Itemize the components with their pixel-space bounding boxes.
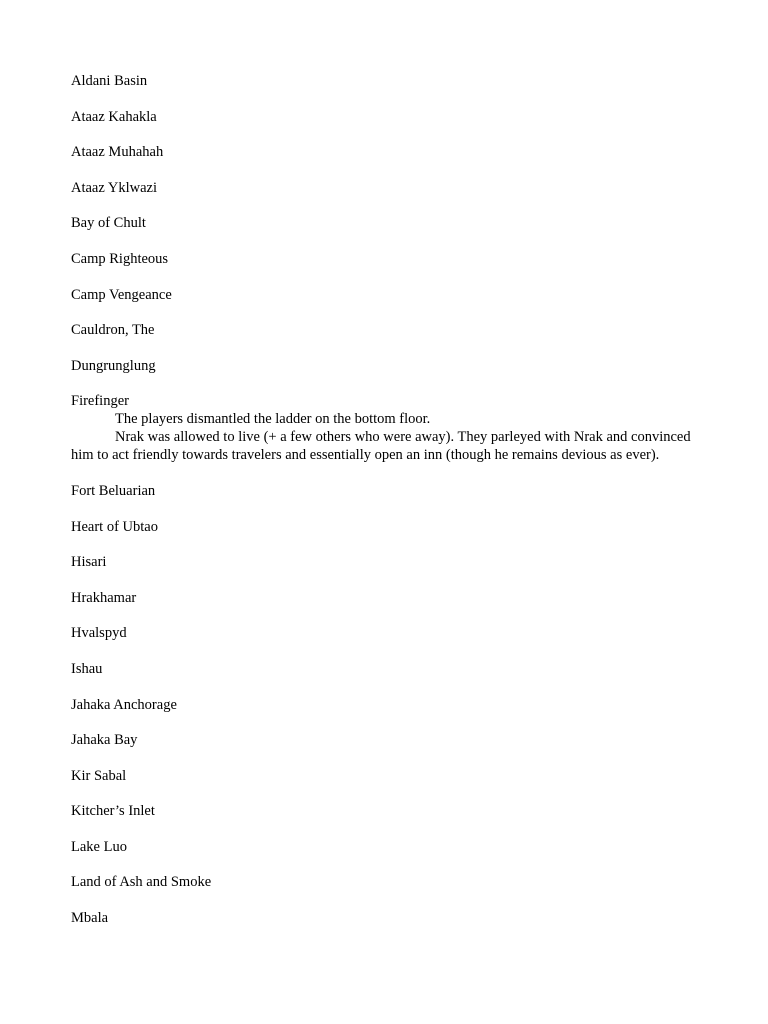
document-page — [71, 72, 696, 945]
entry-bay-of-chult: Bay of Chult — [71, 215, 146, 232]
entry-lake-luo: Lake Luo — [71, 838, 127, 855]
entry-ataaz-kahakla: Ataaz Kahakla — [71, 108, 157, 125]
entry-kir-sabal: Kir Sabal — [71, 767, 127, 784]
entry-land-of-ash-and-smoke: Land of Ash and Smoke — [71, 874, 212, 891]
firefinger-note-nrak: Nrak was allowed to live (+ a few others who were away). They parleyed with Nrak and convinced him to act friendly towards travelers and essentially open an inn (though he remains devious as ever). — [71, 429, 691, 464]
entry-aldani-basin: Aldani Basin — [71, 73, 148, 89]
entry-dungrunglung: Dungrunglung — [71, 357, 156, 374]
entry-firefinger: Firefinger — [71, 393, 129, 410]
entry-cauldron-the: Cauldron, The — [71, 322, 155, 339]
entry-fort-beluarian: Fort Beluarian — [71, 482, 156, 499]
entry-hvalspyd: Hvalspyd — [71, 625, 127, 642]
entry-camp-righteous: Camp Righteous — [71, 250, 169, 267]
entry-hisari: Hisari — [71, 554, 107, 571]
entry-jahaka-bay: Jahaka Bay — [71, 732, 138, 749]
entry-ishau: Ishau — [71, 660, 103, 677]
entry-camp-vengeance: Camp Vengeance — [71, 286, 172, 303]
entry-ataaz-yklwazi: Ataaz Yklwazi — [71, 179, 158, 196]
entry-heart-of-ubtao: Heart of Ubtao — [71, 518, 158, 535]
entry-jahaka-anchorage: Jahaka Anchorage — [71, 696, 177, 713]
entry-ataaz-muhahah: Ataaz Muhahah — [71, 144, 164, 161]
entry-hrakhamar: Hrakhamar — [71, 589, 137, 606]
firefinger-note-ladder: The players dismantled the ladder on the bottom floor. — [115, 411, 431, 428]
entry-kitchers-inlet: Kitcher’s Inlet — [71, 803, 155, 820]
entry-mbala: Mbala — [71, 910, 109, 927]
entry-firefinger-block — [71, 392, 696, 464]
